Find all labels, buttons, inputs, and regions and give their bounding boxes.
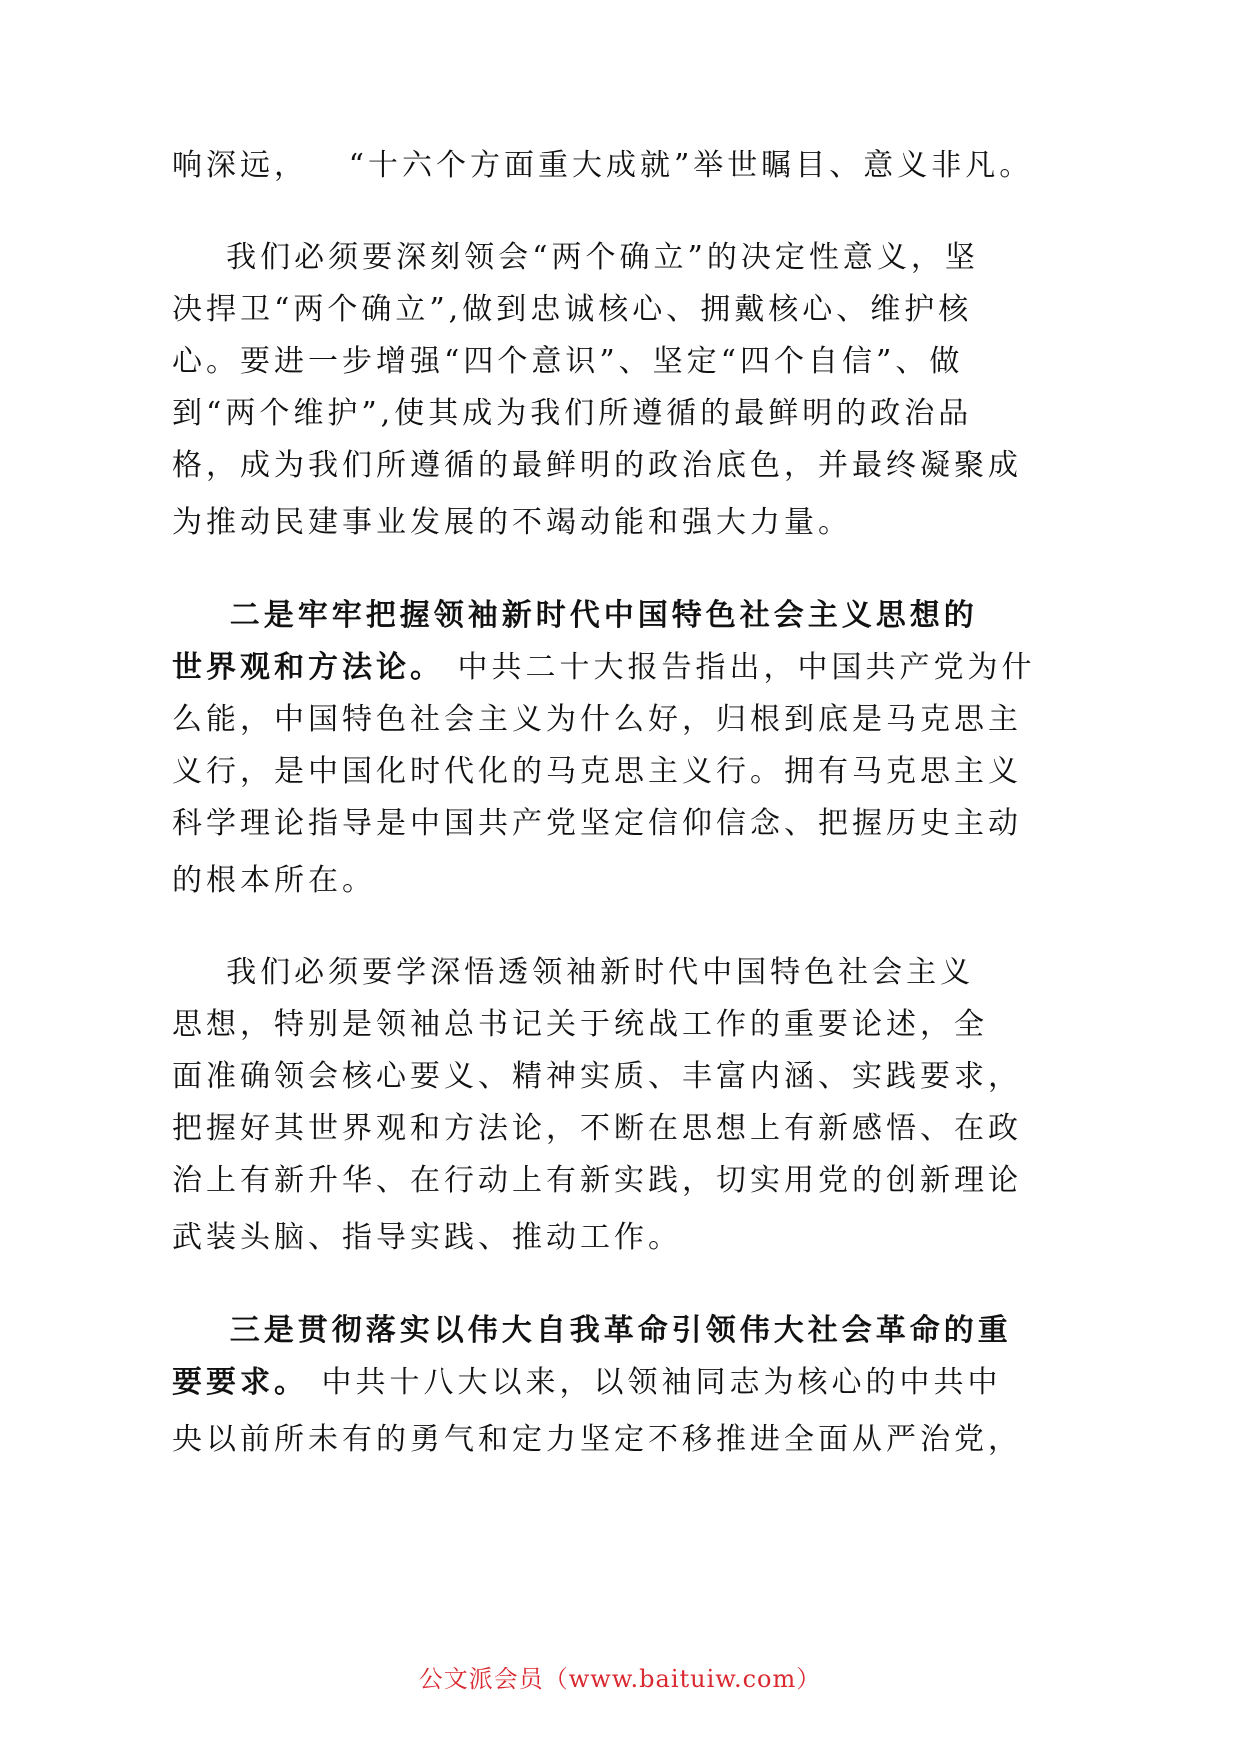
paragraph-text: 中共十八大以来，以领袖同志为核心的中共中 <box>308 1365 1002 1400</box>
text-line <box>172 1057 1180 1097</box>
paragraph-text: 到“两个维护”,使其成为我们所遵循的最鲜明的政治品 <box>172 396 973 431</box>
paragraph-text: 我们必须要深刻领会“两个确立”的决定性意义，坚 <box>172 240 979 275</box>
text-line <box>172 503 1180 543</box>
text-line <box>172 752 1180 792</box>
heading-text: 世界观和方法论。 <box>172 650 444 685</box>
text-line <box>172 238 1180 278</box>
paragraph-text: 心。要进一步增强“四个意识”、坚定“四个自信”、做 <box>172 344 964 379</box>
paragraph-text: 治上有新升华、在行动上有新实践，切实用党的创新理论 <box>172 1163 1022 1198</box>
heading-text: 二是牢牢把握领袖新时代中国特色社会主义思想的 <box>172 598 978 633</box>
heading-text: 三是贯彻落实以伟大自我革命引领伟大社会革命的重 <box>172 1313 1012 1348</box>
text-line <box>172 1005 1180 1045</box>
text-line <box>172 342 1180 382</box>
paragraph-text: 的根本所在。 <box>172 863 376 898</box>
text-line <box>172 700 1180 740</box>
text-line <box>172 1363 1180 1403</box>
text-line <box>172 394 1180 434</box>
text-line <box>172 1420 1180 1460</box>
paragraph-text: 为推动民建事业发展的不竭动能和强大力量。 <box>172 505 852 540</box>
text-line <box>172 446 1180 486</box>
paragraph-text: 格，成为我们所遵循的最鲜明的政治底色，并最终凝聚成 <box>172 448 1022 483</box>
paragraph-text: 武装头脑、指导实践、推动工作。 <box>172 1220 682 1255</box>
text-line <box>172 861 1180 901</box>
heading-text: 要要求。 <box>172 1365 308 1400</box>
text-line <box>172 804 1180 844</box>
paragraph-text: 科学理论指导是中国共产党坚定信仰信念、把握历史主动 <box>172 806 1022 841</box>
text-line <box>172 648 1180 688</box>
text-line <box>172 1311 1180 1351</box>
paragraph-text: 决捍卫“两个确立”,做到忠诚核心、拥戴核心、维护核 <box>172 292 973 327</box>
paragraph-text: 么能，中国特色社会主义为什么好，归根到底是马克思主 <box>172 702 1022 737</box>
text-line <box>172 1109 1180 1149</box>
paragraph-text: 思想，特别是领袖总书记关于统战工作的重要论述，全 <box>172 1007 988 1042</box>
footer-watermark: 公文派会员（www.baituiw.com） <box>418 1665 822 1693</box>
text-line <box>172 596 1180 636</box>
paragraph-text: 面准确领会核心要义、精神实质、丰富内涵、实践要求， <box>172 1059 1022 1094</box>
paragraph-text: 义行，是中国化时代化的马克思主义行。拥有马克思主义 <box>172 754 1022 789</box>
text-line <box>172 290 1180 330</box>
paragraph-text: 央以前所未有的勇气和定力坚定不移推进全面从严治党， <box>172 1422 1022 1457</box>
paragraph-text: 我们必须要学深悟透领袖新时代中国特色社会主义 <box>172 955 975 990</box>
paragraph-text: 中共二十大报告指出，中国共产党为什 <box>444 650 1036 685</box>
paragraph-text: 把握好其世界观和方法论，不断在思想上有新感悟、在政 <box>172 1111 1022 1146</box>
text-line <box>172 953 1180 993</box>
text-line <box>172 146 1180 186</box>
paragraph-text: 响深远， “十六个方面重大成就”举世瞩目、意义非凡。 <box>172 148 1034 183</box>
text-line <box>172 1161 1180 1201</box>
text-line <box>172 1218 1180 1258</box>
